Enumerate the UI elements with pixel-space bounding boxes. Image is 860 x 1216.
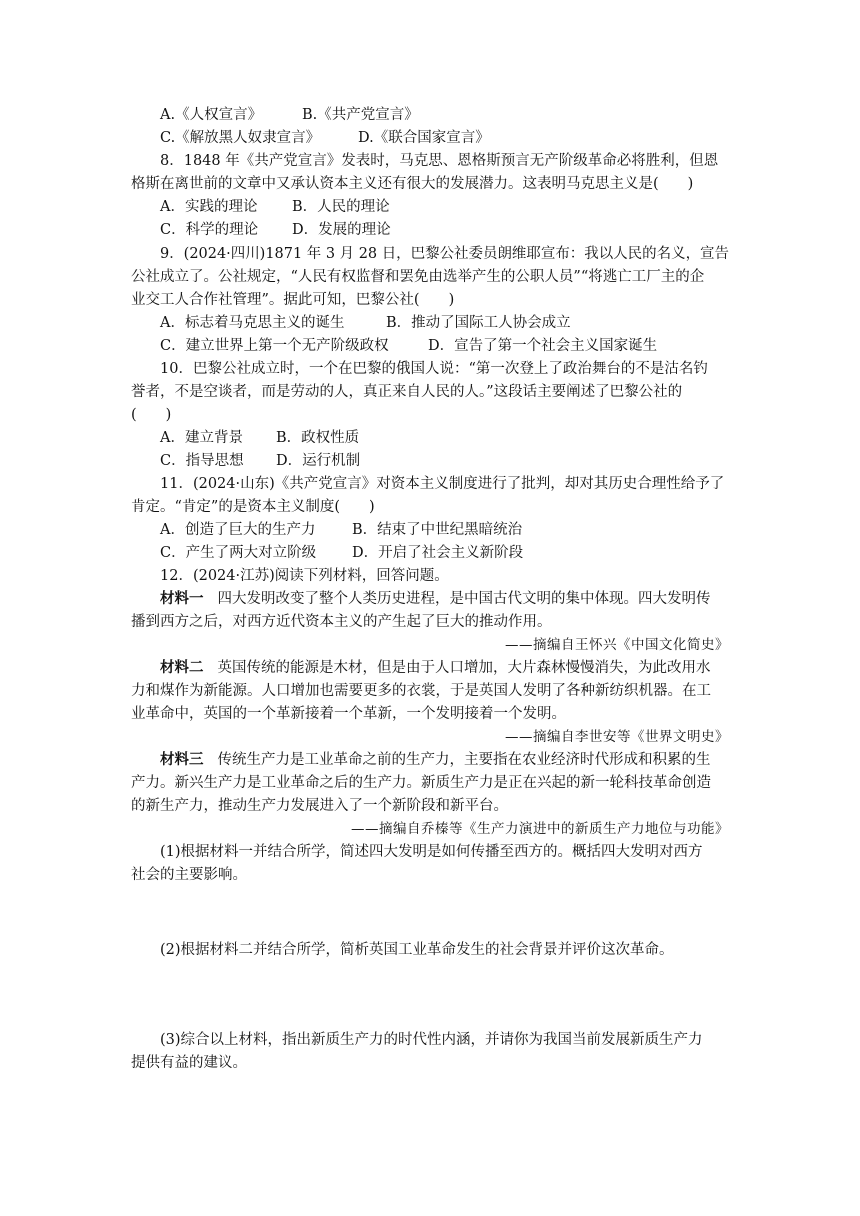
material-2-line-1: [160, 658, 711, 678]
q9-stem-line-2: 公社成立了。公社规定，“人民有权监督和罢免由选举产生的公职人员”“将逃亡工厂主的企: [131, 269, 705, 285]
material-3-line-2: 产力。新兴生产力是工业革命之后的生产力。新质生产力是正在兴起的新一轮科技革命创造: [131, 775, 711, 791]
material-3-text: 传统生产力是工业革命之前的生产力，主要指在农业经济时代形成和积累的生: [217, 752, 711, 768]
q11-option-row-2: [160, 543, 523, 563]
q9-stem-line-3: 业交工人合作社管理”。据此可知，巴黎公社( ): [131, 292, 455, 308]
q7-option-row-2: [160, 128, 490, 148]
material-3-source: ——摘编自乔榛等《生产力演进中的新质生产力地位与功能》: [351, 821, 729, 837]
subquestion-3-line-1: (3)综合以上材料，指出新质生产力的时代性内涵，并请你为我国当前发展新质生产力: [160, 1032, 703, 1048]
q11-option-d: D．开启了社会主义新阶段: [352, 545, 524, 561]
q10-stem-line-1: 10．巴黎公社成立时，一个在巴黎的俄国人说：“第一次登上了政治舞台的不是沽名钓: [160, 361, 708, 377]
subquestion-3-line-2: 提供有益的建议。: [131, 1055, 247, 1071]
subquestion-1-line-1: (1)根据材料一并结合所学，简述四大发明是如何传播至西方的。概括四大发明对西方: [160, 844, 703, 860]
q10-option-c: C．指导思想: [160, 453, 244, 469]
subquestion-1-line-2: 社会的主要影响。: [131, 867, 247, 883]
material-1-source: ——摘编自王怀兴《中国文化简史》: [505, 637, 729, 653]
q8-stem-line-2: 格斯在离世前的文章中又承认资本主义还有很大的发展潜力。这表明马克思主义是( ): [131, 176, 694, 192]
q8-option-b: B．人民的理论: [292, 199, 390, 215]
q8-stem-line-1: 8．1848 年《共产党宣言》发表时，马克思、恩格斯预言无产阶级革命必将胜利，但恩: [160, 153, 719, 169]
q9-option-b: B．推动了国际工人协会成立: [386, 315, 571, 331]
q11-stem-line-1: 11．(2024·山东)《共产党宣言》对资本主义制度进行了批判，却对其历史合理性给予了: [160, 476, 725, 492]
material-2-label: 材料二: [160, 659, 204, 676]
q8-option-c: C．科学的理论: [160, 222, 259, 238]
q11-option-a: A．创造了巨大的生产力: [160, 522, 316, 538]
q9-stem-line-1: 9．(2024·四川)1871 年 3 月 28 日，巴黎公社委员朗维耶宣布：我以人民的名义，宣告: [160, 246, 729, 262]
q11-option-c: C．产生了两大对立阶级: [160, 545, 317, 561]
material-3-label: 材料三: [160, 751, 204, 768]
q7-option-c: C.《解放黑人奴隶宣言》: [160, 130, 321, 146]
q11-stem-line-2: 肯定。“肯定”的是资本主义制度( ): [131, 499, 375, 515]
q7-option-row-1: [160, 105, 419, 125]
q10-option-row-1: [160, 428, 359, 448]
material-1-line-2: 播到西方之后，对西方近代资本主义的产生起了巨大的推动作用。: [131, 614, 552, 630]
q8-option-row-1: [160, 197, 390, 217]
material-2-text: 英国传统的能源是木材，但是由于人口增加，大片森林慢慢消失，为此改用水: [217, 660, 711, 676]
material-2-line-3: 业革命中，英国的一个革新接着一个革新，一个发明接着一个发明。: [131, 706, 566, 722]
material-3-line-3: 的新生产力，推动生产力发展进入了一个新阶段和新平台。: [131, 798, 508, 814]
q12-intro: 12．(2024·江苏)阅读下列材料，回答问题。: [160, 568, 449, 584]
material-1-line-1: [160, 589, 711, 609]
q8-option-a: A．实践的理论: [160, 199, 258, 215]
q9-option-a: A．标志着马克思主义的诞生: [160, 315, 345, 331]
q9-option-d: D．宣告了第一个社会主义国家诞生: [428, 338, 658, 354]
material-2-source: ——摘编自李世安等《世界文明史》: [505, 729, 729, 745]
q10-option-d: D．运行机制: [276, 453, 361, 469]
q8-option-d: D．发展的理论: [292, 222, 391, 238]
q9-option-c: C．建立世界上第一个无产阶级政权: [160, 338, 389, 354]
q7-option-d: D.《联合国家宣言》: [358, 130, 490, 146]
material-1-label: 材料一: [160, 590, 204, 607]
q9-option-row-2: [160, 336, 657, 356]
material-3-line-1: [160, 750, 711, 770]
material-2-line-2: 力和煤作为新能源。人口增加也需要更多的衣裳，于是英国人发明了各种新纺织机器。在工: [131, 683, 711, 699]
material-1-text: 四大发明改变了整个人类历史进程，是中国古代文明的集中体现。四大发明传: [217, 591, 711, 607]
subquestion-2-line-1: (2)根据材料二并结合所学，简析英国工业革命发生的社会背景并评价这次革命。: [160, 942, 674, 958]
q11-option-b: B．结束了中世纪黑暗统治: [352, 522, 523, 538]
q7-option-a: A.《人权宣言》: [160, 107, 263, 123]
q9-option-row-1: [160, 313, 571, 333]
q7-option-b: B.《共产党宣言》: [302, 107, 419, 123]
q8-option-row-2: [160, 220, 391, 240]
q10-option-a: A．建立背景: [160, 430, 243, 446]
q10-stem-line-2: 誉者，不是空谈者，而是劳动的人，真正来自人民的人。”这段话主要阐述了巴黎公社的: [131, 384, 683, 400]
q10-stem-line-3: ( ): [131, 407, 172, 423]
q10-option-row-2: [160, 451, 360, 471]
q11-option-row-1: [160, 520, 522, 540]
q10-option-b: B．政权性质: [276, 430, 360, 446]
